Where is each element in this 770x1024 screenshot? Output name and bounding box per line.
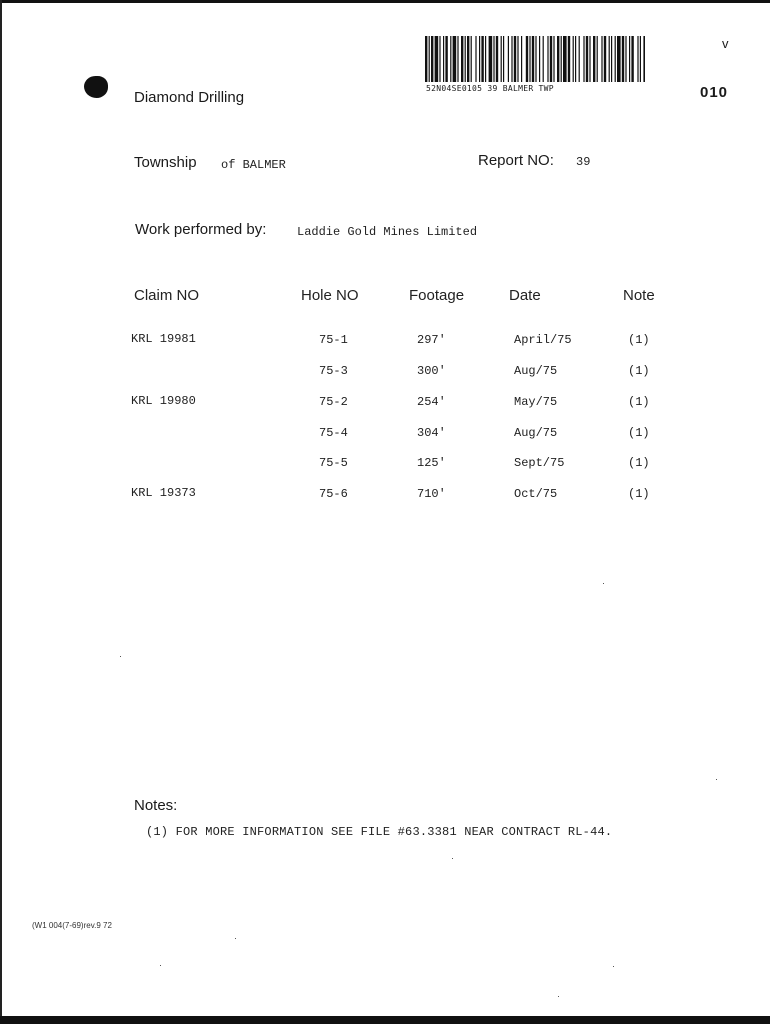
scan-speck: [120, 656, 121, 657]
footage-cell: 300': [417, 364, 446, 378]
date-cell: April/75: [514, 333, 572, 347]
scan-speck: [603, 583, 604, 584]
scan-edge-top: [0, 0, 770, 3]
column-header-claim: Claim NO: [134, 287, 200, 304]
notes-label: Notes:: [134, 797, 178, 814]
corner-check-mark: v: [722, 36, 729, 51]
date-cell: Sept/75: [514, 456, 565, 470]
column-header-hole: Hole NO: [301, 287, 359, 304]
scan-speck: [558, 996, 559, 997]
scan-edge-bottom: [0, 1016, 770, 1024]
hole-cell: 75-6: [319, 487, 348, 501]
footage-cell: 125': [417, 456, 446, 470]
form-number: (W1 004(7-69)rev.9 72: [32, 921, 112, 930]
note-cell: (1): [628, 487, 650, 501]
claim-cell: KRL 19980: [131, 394, 196, 408]
barcode-caption: 52N04SE0105 39 BALMER TWP: [426, 84, 554, 93]
note-cell: (1): [628, 456, 650, 470]
footage-cell: 710': [417, 487, 446, 501]
claim-cell: KRL 19373: [131, 486, 196, 500]
hole-cell: 75-1: [319, 333, 348, 347]
hole-cell: 75-2: [319, 395, 348, 409]
date-cell: Aug/75: [514, 364, 558, 378]
scan-speck: [235, 938, 236, 939]
column-header-note: Note: [623, 287, 655, 304]
footage-cell: 297': [417, 333, 446, 347]
column-header-footage: Footage: [409, 287, 465, 304]
note-cell: (1): [628, 395, 650, 409]
township-label: Township: [134, 154, 197, 171]
scan-speck: [716, 779, 717, 780]
claim-cell: KRL 19981: [131, 332, 196, 346]
hole-cell: 75-3: [319, 364, 348, 378]
file-number: 010: [700, 84, 729, 101]
note-cell: (1): [628, 426, 650, 440]
note-cell: (1): [628, 333, 650, 347]
date-cell: Aug/75: [514, 426, 558, 440]
township-value: of BALMER: [221, 158, 286, 172]
work-performed-label: Work performed by:: [135, 221, 267, 238]
work-performed-value: Laddie Gold Mines Limited: [297, 225, 478, 239]
hole-cell: 75-4: [319, 426, 348, 440]
scan-edge-left: [0, 0, 2, 1024]
scan-speck: [160, 965, 161, 966]
barcode: [425, 36, 645, 82]
footage-cell: 254': [417, 395, 446, 409]
page-title: Diamond Drilling: [134, 89, 245, 106]
report-label: Report NO:: [478, 152, 554, 169]
scan-speck: [452, 858, 453, 859]
footage-cell: 304': [417, 426, 446, 440]
hole-cell: 75-5: [319, 456, 348, 470]
note-cell: (1): [628, 364, 650, 378]
report-value: 39: [576, 155, 591, 169]
column-header-date: Date: [509, 287, 541, 304]
note-item: (1) FOR MORE INFORMATION SEE FILE #63.3381 NEAR CONTRACT RL-44.: [146, 825, 613, 839]
date-cell: Oct/75: [514, 487, 558, 501]
punch-hole-mark: [84, 76, 108, 98]
date-cell: May/75: [514, 395, 558, 409]
scan-speck: [613, 966, 614, 967]
